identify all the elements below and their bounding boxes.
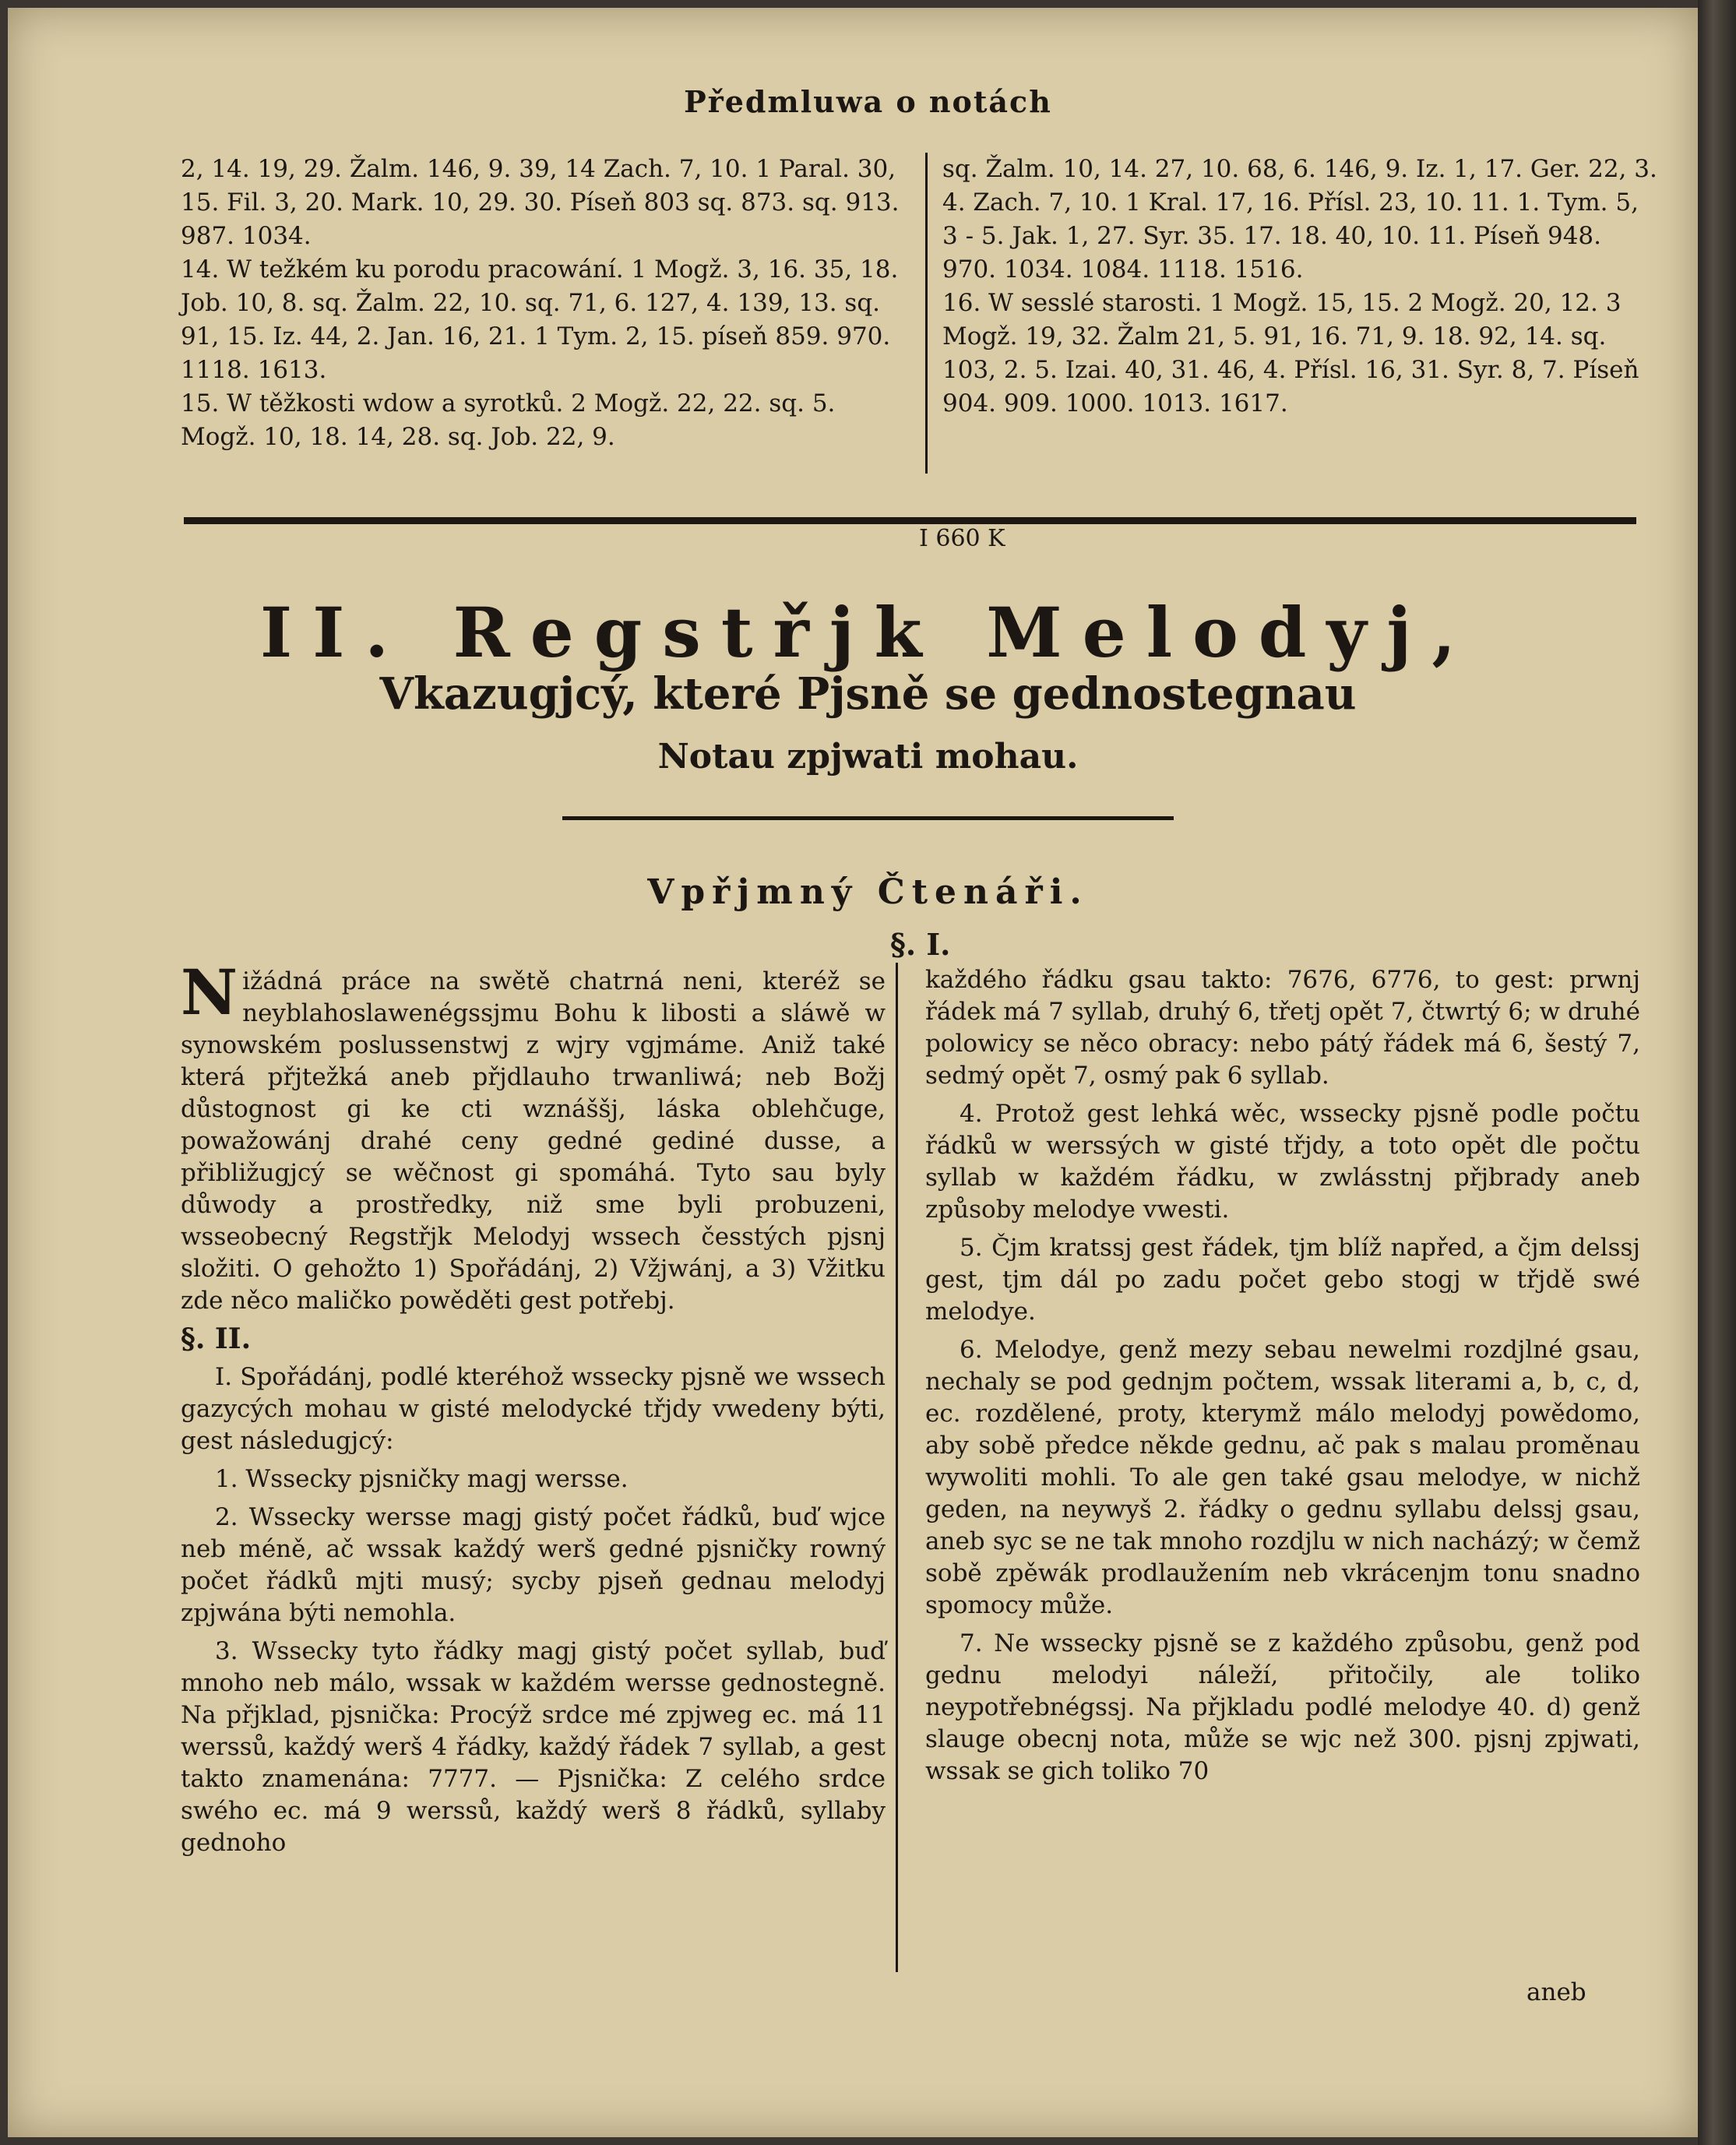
section-subtitle-2: Notau zpjwati mohau.: [657, 737, 1079, 777]
body-paragraph: 2. Wssecky wersse magj gistý počet řádků, buď wjce neb méně, ač wssak každý werš gedné pjsničky rowný počet řádků mjti musý; sycby pjseň gednau melodyj zpjwána býti nemohla.: [181, 1503, 886, 1627]
catchword: aneb: [1526, 1978, 1586, 2006]
paragraph-mark: §. I.: [890, 927, 951, 962]
index-entry: 15. W těžkosti wdow a syrotků. 2 Mogž. 22, 22. sq. 5. Mogž. 10, 18. 14, 28. sq. Job. 22, 9.: [181, 389, 836, 451]
column-divider: [925, 153, 928, 474]
body-paragraph: 5. Čjm kratssj gest řádek, tjm blíž napřed, a čjm delssj gest, tjm dál po zadu počet gebo stogj w třjdě swé melodye.: [925, 1234, 1640, 1326]
section-subtitle: Vkazugjcý, které Pjsně se gednostegnau: [379, 668, 1357, 720]
body-paragraph: 7. Ne wssecky pjsně se z každého způsobu, genž pod gednu melodyi náleží, přitočily, ale toliko neypotřebnégssj. Na přjkladu podlé melodye 40. d) genž slauge obecnj nota, může se wjc než 300. pjsnj zpjwati, wssak se gich toliko 70: [925, 1629, 1640, 1785]
index-column-right: [942, 153, 1659, 421]
body-paragraph: 3. Wssecky tyto řádky magj gistý počet syllab, buď mnoho neb málo, wssak w každém wersse gednostegně. Na přjklad, pjsnička: Procýž srdce mé zpjweg ec. má 11 werssů, každý werš 4 řádky, každý řádek 7 syllab, a gest takto znamenána: 7777. — Pjsnička: Z celého srdce swého ec. má 9 werssů, každý werš 8 řádků, syllaby gednoho: [181, 1637, 886, 1857]
paragraph-text: ižádná práce na swětě chatrná neni, kteréž se neyblahoslawenégssjmu Bohu k libosti a sláwě w synowském poslussenstwj z wjry vgjmáme. Aniž také která přjtežká aneb přjdlauho trwanliwá; neb Božj důstognost gi ke cti wznáššj, láska oblehčuge, powažowánj drahé ceny gedné gediné dusse, a přibližugjcý se wěčnost gi spomáhá. Tyto sau byly důwody a prostředky, niž sme byli probuzeni, wsseobecný Regstřjk Melodyj wssech česstých pjsnj složiti. O gehožto 1) Spořádánj, 2) Vžjwánj, a 3) Vžitku zde něco maličko powěděti gest potřebj.: [181, 967, 886, 1315]
index-entry: 14. W težkém ku porodu pracowání. 1 Mogž. 3, 16. 35, 18. Job. 10, 8. sq. Žalm. 22, 10. sq. 71, 6. 127, 4. 139, 13. sq. 91, 15. Iz. 44, 2. Jan. 16, 21. 1 Tym. 2, 15. píseň 859. 970. 1118. 1613.: [181, 255, 899, 384]
index-column-left: [181, 153, 909, 454]
body-column-right: [925, 964, 1640, 1794]
reader-heading: Vpřjmný Čtenáři.: [647, 872, 1089, 912]
section-rule: [184, 517, 1636, 524]
index-entry: 2, 14. 19, 29. Žalm. 146, 9. 39, 14 Zach. 7, 10. 1 Paral. 30, 15. Fil. 3, 20. Mark. 10, 29. 30. Píseň 803 sq. 873. sq. 913. 987. 1034.: [181, 155, 900, 250]
body-paragraph: 1. Wssecky pjsničky magj wersse.: [215, 1465, 629, 1493]
section-title: II. Regstřjk Melodyj,: [260, 592, 1476, 673]
drop-cap: N: [181, 956, 238, 1029]
column-divider: [896, 963, 898, 1972]
body-paragraph: I. Spořádánj, podlé kteréhož wssecky pjsně we wssech gazycých mohau w gisté melodycké třjdy vwedeny býti, gest následugjcý:: [181, 1363, 886, 1455]
stray-marks: I 660 K: [919, 525, 1005, 552]
body-paragraph: [181, 956, 886, 1317]
index-entry: sq. Žalm. 10, 14. 27, 10. 68, 6. 146, 9. Iz. 1, 17. Ger. 22, 3. 4. Zach. 7, 10. 1 Kral. 17, 16. Přísl. 23, 10. 11. 1. Tym. 5, 3 - 5. Jak. 1, 27. Syr. 35. 17. 18. 40, 10. 11. Píseň 948. 970. 1034. 1084. 1118. 1516.: [942, 155, 1657, 284]
index-entry: 16. W sesslé starosti. 1 Mogž. 15, 15. 2 Mogž. 20, 12. 3 Mogž. 19, 32. Žalm 21, 5. 91, 16. 71, 9. 18. 92, 14. sq. 103, 2. 5. Izai. 40, 31. 46, 4. Přísl. 16, 31. Syr. 8, 7. Píseň 904. 909. 1000. 1013. 1617.: [942, 289, 1639, 417]
body-paragraph: 4. Protož gest lehká wěc, wssecky pjsně podle počtu řádků w werssých w gisté třjdy, a toto opět dle počtu syllab w každém řádku, w zwlásstnj přjbrady aneb způsoby melodye vwesti.: [925, 1100, 1640, 1224]
body-column-left: [181, 956, 886, 1865]
page-edge-shadow: [1698, 0, 1736, 2145]
body-paragraph: každého řádku gsau takto: 7676, 6776, to gest: prwnj řádek má 7 syllab, druhý 6, třetj opět 7, čtwrtý 6; w druhé polowicy se něco obracy: nebo pátý řádek má 6, šestý 7, sedmý opět 7, osmý pak 6 syllab.: [925, 966, 1640, 1090]
paragraph-mark: §. II.: [181, 1323, 252, 1355]
title-rule: [562, 816, 1174, 820]
body-paragraph: 6. Melodye, genž mezy sebau newelmi rozdjlné gsau, nechaly se pod gednjm počtem, wssak literami a, b, c, d, ec. rozdělené, proty, kterymž málo melodyj powědomo, aby sobě předce někde gednu, ač pak s malau proměnau wywoliti mohli. To ale gen také gsau melodye, w nichž geden, na neywyš 2. řádky o gednu syllabu delssj gsau, aneb syc se ne tak mnoho rozdjlu w nich nacházý; w čemž sobě zpěwák prodlaužením neb vkrácenjm tonu snadno spomocy může.: [925, 1336, 1640, 1619]
running-head: Předmluwa o notách: [684, 84, 1052, 119]
